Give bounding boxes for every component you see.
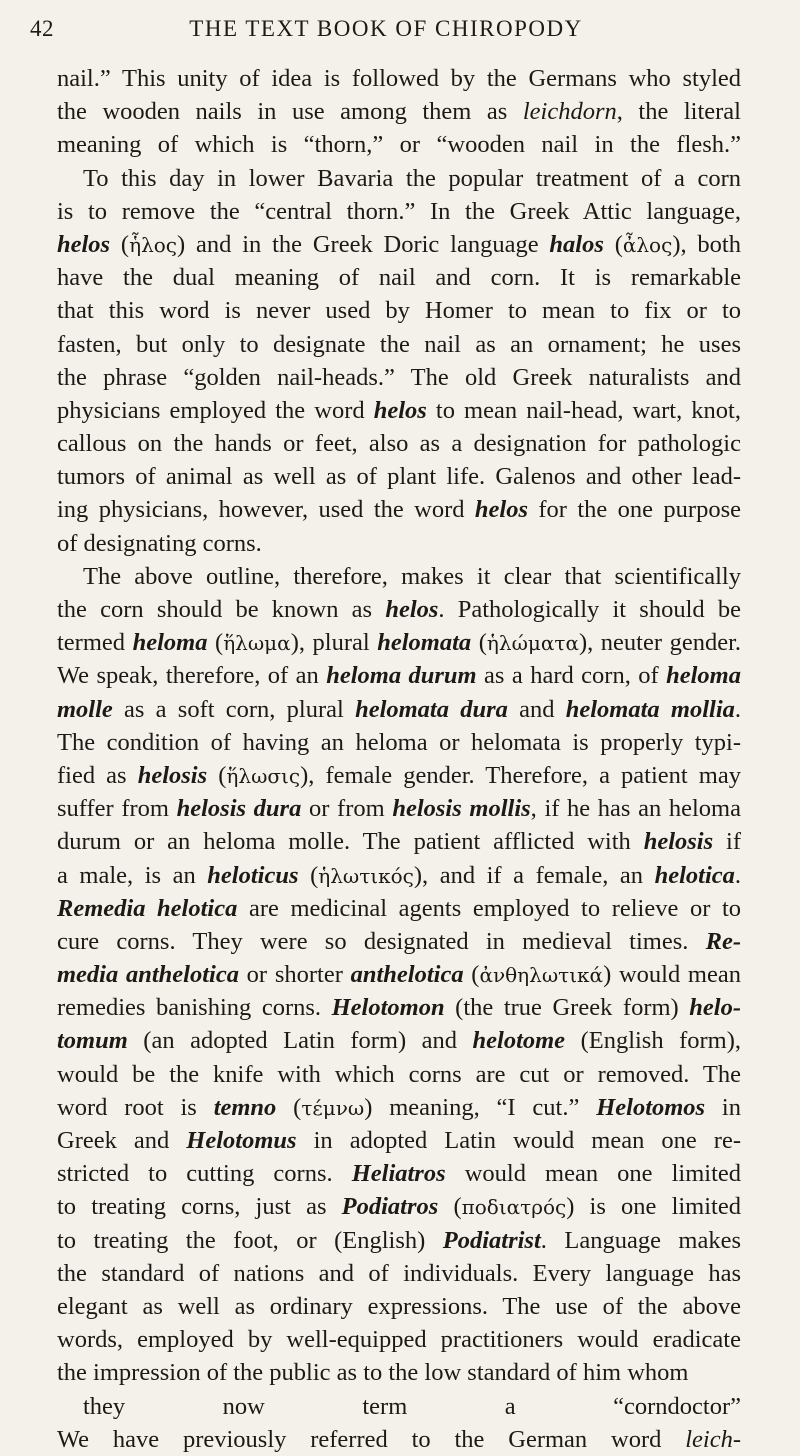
greek-word: ἀνθηλωτικά: [479, 963, 604, 988]
term-bold-italic: Remedia helotica: [57, 894, 238, 922]
text-run: (an adopted Latin form) and: [127, 1027, 473, 1055]
text-run: the corn should be known as: [57, 596, 386, 623]
text-run: , if he has an heloma: [530, 795, 741, 823]
text-line: [57, 1224, 741, 1257]
text-line: [57, 1257, 741, 1290]
greek-word: ποδιατρός: [461, 1195, 567, 1220]
term-bold-italic: helos: [474, 496, 528, 524]
text-run: fasten, but only to designate the nail as an ornament; he uses: [57, 330, 741, 358]
text-line: [57, 693, 741, 726]
text-line: [57, 593, 741, 626]
text-line: [57, 991, 741, 1024]
greek-word: ἧλος: [129, 232, 177, 257]
text-line: [57, 726, 741, 759]
text-run: We speak, therefore, of an: [57, 662, 327, 690]
term-bold-italic: tomum: [57, 1027, 128, 1055]
text-run: to treating corns, just as: [57, 1193, 342, 1221]
text-line: [57, 527, 741, 560]
term-bold-italic: halos: [549, 230, 604, 258]
term-bold-italic: Re-: [705, 927, 741, 955]
text-line: [57, 1124, 741, 1157]
term-italic: leich-: [685, 1425, 741, 1453]
text-run: We have previously referred to the German word: [57, 1425, 686, 1453]
text-run: ) and in the Greek Doric language: [177, 230, 550, 258]
text-run: ), plural: [290, 629, 378, 657]
text-run: suffer from: [57, 795, 177, 823]
text-run: to mean nail-head, wart, knot,: [426, 396, 741, 424]
text-run: ) is one limited: [566, 1193, 741, 1221]
term-bold-italic: anthelotica: [350, 961, 464, 989]
greek-word: ἥλωμα: [223, 631, 291, 656]
text-run: of designating corns.: [57, 529, 262, 557]
text-run: elegant as well as ordinary expressions. The use of the above: [57, 1292, 741, 1320]
text-run: meaning of which is “thorn,” or “wooden nail in the flesh.”: [57, 131, 741, 159]
text-line: [57, 1290, 741, 1323]
term-bold-italic: helos: [373, 396, 427, 424]
text-run: .: [734, 695, 742, 723]
term-bold-italic: heloma durum: [326, 662, 477, 690]
text-run: the wooden nails in use among them as: [57, 98, 523, 126]
text-line: [57, 62, 741, 95]
text-run: Greek and: [57, 1127, 187, 1154]
text-line: [57, 1157, 741, 1190]
text-run: durum or an heloma molle. The patient afflicted with: [57, 828, 644, 856]
term-bold-italic: helosis: [137, 761, 208, 789]
text-line: [57, 626, 741, 659]
text-line: [57, 892, 741, 925]
term-bold-italic: Helotomon: [331, 994, 445, 1022]
text-run: that this word is never used by Homer to mean to fix or to: [57, 297, 741, 325]
term-bold-italic: helo-: [689, 994, 741, 1022]
text-run: cure corns. They were so designated in medieval times.: [57, 927, 706, 955]
text-line: [57, 659, 741, 692]
text-run: as a soft corn, plural: [112, 695, 356, 723]
text-run: The above outline, therefore, makes it clear that scientifically: [83, 562, 741, 590]
text-run: as a hard corn, of: [476, 662, 667, 690]
greek-word: ἡλωτικός: [318, 863, 414, 888]
text-line: [57, 958, 741, 991]
text-run: if: [713, 828, 741, 856]
term-bold-italic: Podiatrist: [442, 1226, 541, 1254]
text-run: (: [207, 761, 227, 789]
term-bold-italic: Heliatros: [351, 1160, 446, 1188]
text-line: [57, 228, 741, 261]
greek-word: ἆλος: [622, 232, 673, 257]
text-run: (the true Greek form): [444, 994, 690, 1022]
greek-word: τέμνω: [301, 1095, 365, 1120]
text-run: , the literal: [616, 98, 741, 126]
text-line: [57, 328, 741, 361]
text-run: To this day in lower Bavaria the popular treatment of a corn: [83, 164, 741, 192]
text-run: ), neuter gender.: [578, 629, 742, 657]
term-bold-italic: heloma: [132, 629, 208, 657]
term-bold-italic: Helotomos: [596, 1093, 706, 1121]
text-run: the phrase “golden nail-heads.” The old Greek naturalists and: [57, 363, 741, 391]
text-line: [57, 460, 741, 493]
text-line: [57, 128, 741, 161]
text-line: [57, 427, 741, 460]
text-run: The condition of having an heloma or helomata is properly typi-: [57, 728, 741, 756]
page-number: 42: [30, 16, 54, 41]
text-line: [57, 825, 741, 858]
text-run: (: [207, 629, 224, 657]
body-text: [57, 62, 741, 1456]
text-run: in adopted Latin would mean one re-: [296, 1127, 741, 1154]
text-run: is to remove the “central thorn.” In the Greek Attic language,: [57, 197, 741, 225]
text-line: [57, 1323, 741, 1356]
term-bold-italic: media anthelotica: [57, 961, 239, 989]
term-bold-italic: helos: [385, 596, 439, 623]
term-bold-italic: helotome: [472, 1027, 566, 1055]
greek-word: ἡλώματα: [486, 631, 579, 656]
text-run: ing physicians, however, used the word: [57, 496, 475, 524]
running-title: THE TEXT BOOK OF CHIROPODY: [189, 16, 583, 41]
text-run: (: [298, 861, 319, 889]
text-run: would be the knife with which corns are cut or removed. The: [57, 1060, 741, 1088]
text-run: tumors of animal as well as of plant life. Galenos and other lead-: [57, 463, 741, 491]
text-run: are medicinal agents employed to relieve or to: [237, 894, 742, 922]
text-line: [57, 1190, 741, 1223]
text-run: would mean one limited: [445, 1160, 741, 1188]
term-bold-italic: helosis: [643, 828, 714, 856]
greek-word: ἥλωσις: [226, 763, 301, 788]
text-run: (: [603, 230, 623, 258]
text-run: ), female gender. Therefore, a patient may: [300, 761, 741, 789]
text-line: [57, 1058, 741, 1091]
text-run: in: [705, 1093, 741, 1121]
term-bold-italic: Helotomus: [186, 1127, 297, 1154]
text-line: [57, 195, 741, 228]
term-bold-italic: Podiatros: [341, 1193, 439, 1221]
term-bold-italic: helos: [57, 230, 111, 258]
text-line: [57, 1024, 741, 1057]
text-line: [57, 261, 741, 294]
text-line: [57, 925, 741, 958]
term-bold-italic: heloma: [666, 662, 741, 690]
term-bold-italic: temno: [213, 1093, 277, 1121]
text-run: (: [463, 961, 480, 989]
text-run: (: [110, 230, 130, 258]
text-line: [57, 1091, 741, 1124]
text-run: (: [438, 1193, 462, 1221]
page-header: [30, 12, 742, 46]
text-line: [57, 792, 741, 825]
text-run: word root is: [57, 1093, 214, 1121]
text-line: [57, 1356, 741, 1389]
text-line: [57, 1423, 741, 1456]
text-run: they now term a “corndoctor”: [83, 1392, 741, 1420]
term-bold-italic: heloticus: [207, 861, 299, 889]
text-run: .: [734, 861, 741, 889]
term-bold-italic: molle: [57, 695, 113, 723]
term-bold-italic: helomata mollia: [565, 695, 735, 723]
text-line: [57, 162, 741, 195]
text-line: [57, 394, 741, 427]
text-run: fied as: [57, 761, 138, 789]
text-run: (English form),: [565, 1027, 741, 1055]
term-bold-italic: helotica: [654, 861, 735, 889]
text-run: nail.” This unity of idea is followed by the Germans who styled: [57, 65, 741, 92]
text-line: [57, 95, 741, 128]
text-run: (: [276, 1093, 302, 1121]
text-run: ), and if a female, an: [413, 861, 655, 889]
term-bold-italic: helomata: [377, 629, 472, 657]
term-bold-italic: helosis mollis: [392, 795, 531, 823]
text-run: or from: [301, 795, 393, 823]
text-run: ) would mean: [603, 961, 741, 989]
text-run: physicians employed the word: [57, 396, 374, 424]
text-line: [57, 294, 741, 327]
text-run: have the dual meaning of nail and corn. It is remarkable: [57, 264, 741, 292]
text-run: for the one purpose: [527, 496, 741, 524]
text-run: and: [507, 695, 566, 723]
text-line: [57, 1390, 741, 1423]
text-run: (: [471, 629, 487, 657]
text-run: . Language makes: [540, 1226, 742, 1254]
text-line: [57, 560, 741, 593]
term-italic: leichdorn: [522, 98, 617, 126]
text-line: [57, 759, 741, 792]
text-run: ) meaning, “I cut.”: [364, 1093, 597, 1121]
text-run: callous on the hands or feet, also as a designation for pathologic: [57, 430, 741, 458]
text-run: termed: [57, 629, 133, 657]
term-bold-italic: helosis dura: [176, 795, 302, 823]
text-run: the impression of the public as to the low standard of him whom: [57, 1359, 689, 1387]
text-line: [57, 361, 741, 394]
text-run: remedies banishing corns.: [57, 994, 332, 1022]
text-run: or shorter: [238, 961, 351, 989]
text-run: stricted to cutting corns.: [57, 1160, 352, 1188]
text-run: . Pathologically it should be: [438, 596, 741, 623]
text-run: to treating the foot, or (English): [57, 1226, 443, 1254]
text-run: the standard of nations and of individuals. Every language has: [57, 1259, 741, 1287]
text-line: [57, 493, 741, 526]
text-run: words, employed by well-equipped practitioners would eradicate: [57, 1326, 741, 1354]
text-line: [57, 859, 741, 892]
text-run: ), both: [672, 230, 741, 258]
text-run: a male, is an: [57, 861, 208, 889]
term-bold-italic: helomata dura: [355, 695, 508, 723]
